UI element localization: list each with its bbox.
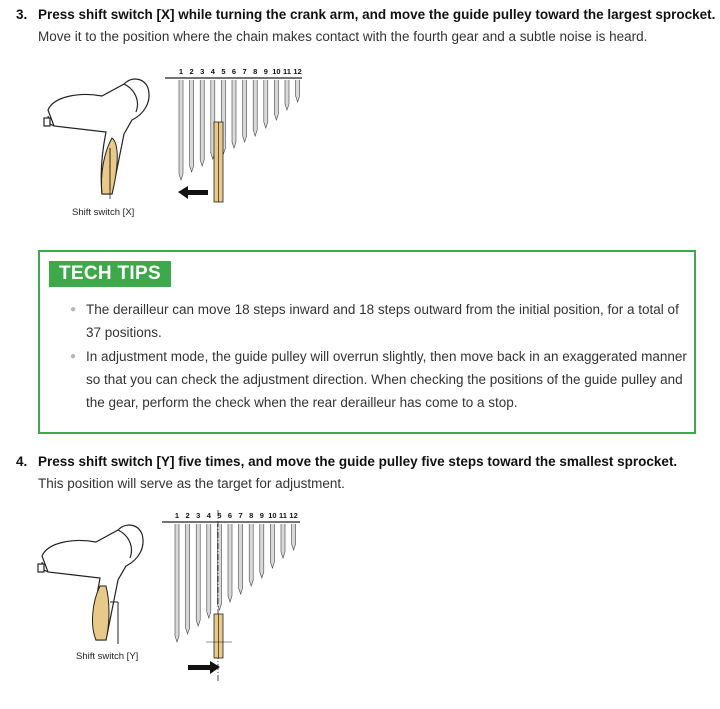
- sprocket-number-label: 7: [242, 67, 247, 76]
- sprocket-number-label: 6: [227, 511, 233, 520]
- step-title: Press shift switch [Y] five times, and move the guide pulley five steps toward the smallest sprocket.: [38, 454, 678, 469]
- tech-tips-box: [38, 250, 696, 434]
- sprocket-number-label: 5: [217, 511, 222, 520]
- tech-tip-text: The derailleur can move 18 steps inward and 18 steps outward from the initial position, for a total of 37 positions.: [86, 302, 679, 340]
- sprocket-number-label: 7: [238, 511, 243, 520]
- step-3-figure: [40, 62, 320, 222]
- sprocket-number-label: 9: [263, 67, 268, 76]
- sprocket-number-label: 4: [206, 511, 211, 520]
- step-number: 4.: [16, 454, 28, 469]
- sprocket-number-label: 9: [259, 511, 264, 520]
- sprocket-number-label: 6: [231, 67, 237, 76]
- bullet-icon: ●: [70, 304, 77, 315]
- sprocket-cog: [253, 80, 257, 136]
- sprocket-number-label: 12: [293, 67, 302, 76]
- sprocket-cog: [270, 524, 274, 568]
- step-3: [16, 7, 716, 57]
- sprocket-number-label: 1: [174, 511, 180, 520]
- step-4: [16, 454, 706, 504]
- bullet-icon: ●: [70, 351, 77, 362]
- step-subtitle: Move it to the position where the chain makes contact with the fourth gear and a subtle noise is heard.: [38, 29, 648, 44]
- sprocket-cog: [186, 524, 190, 634]
- sprocket-number-label: 4: [210, 67, 215, 76]
- sprocket-cog: [179, 80, 183, 180]
- sprocket-cassette: [162, 510, 300, 682]
- sprocket-number-label: 8: [249, 511, 254, 520]
- tech-tips-list: [70, 298, 688, 415]
- sprocket-number-label: 8: [253, 67, 258, 76]
- sprocket-cog: [228, 524, 232, 602]
- sprocket-number-label: 3: [196, 511, 201, 520]
- sprocket-cog: [296, 80, 300, 102]
- sprocket-number-label: 1: [178, 67, 184, 76]
- sprocket-cog: [175, 524, 179, 642]
- figure-caption: Shift switch [Y]: [76, 651, 139, 662]
- sprocket-cog: [274, 80, 278, 120]
- tech-tip-text: In adjustment mode, the guide pulley will overrun slightly, then move back in an exaggerated manner so that you can check the adjustment direction. When checking the positions of the guide pulley and the gear, perform the check when the rear derailleur has come to a stop.: [86, 349, 687, 410]
- sprocket-cog: [196, 524, 200, 626]
- step-number: 3.: [16, 7, 28, 22]
- sprocket-cog: [285, 80, 289, 110]
- sprocket-number-label: 2: [189, 67, 194, 76]
- shift-switch-y: [93, 586, 109, 640]
- step-4-figure: [34, 506, 324, 686]
- arrow-left-icon: [178, 186, 208, 199]
- step-title: Press shift switch [X] while turning the crank arm, and move the guide pulley toward the largest sprocket.: [38, 7, 716, 22]
- step-subtitle: This position will serve as the target for adjustment.: [38, 476, 345, 491]
- sprocket-cog: [239, 524, 243, 594]
- sprocket-number-label: 10: [272, 67, 281, 76]
- sprocket-cog: [207, 524, 211, 618]
- sprocket-cog: [190, 80, 194, 172]
- shift-lever-illustration: [44, 79, 149, 194]
- sprocket-number-label: 12: [289, 511, 298, 520]
- sprocket-cassette: [165, 67, 302, 202]
- sprocket-number-label: 2: [185, 511, 190, 520]
- sprocket-number-label: 11: [279, 511, 287, 520]
- sprocket-number-label: 3: [200, 67, 205, 76]
- sprocket-number-label: 5: [221, 67, 226, 76]
- shift-lever-illustration: [38, 525, 143, 640]
- sprocket-cog: [249, 524, 253, 586]
- sprocket-cog: [232, 80, 236, 148]
- tech-tips-label: TECH TIPS: [49, 261, 171, 287]
- arrow-right-icon: [188, 661, 220, 674]
- tech-tip-item: [70, 298, 688, 344]
- sprocket-cog: [292, 524, 296, 550]
- figure-caption: Shift switch [X]: [72, 207, 135, 218]
- sprocket-cog: [264, 80, 268, 128]
- sprocket-cog: [260, 524, 264, 578]
- sprocket-cog: [281, 524, 285, 558]
- sprocket-number-label: 10: [268, 511, 277, 520]
- tech-tip-item: [70, 345, 688, 414]
- sprocket-number-label: 11: [283, 67, 291, 76]
- sprocket-cog: [243, 80, 247, 142]
- sprocket-cog: [200, 80, 204, 166]
